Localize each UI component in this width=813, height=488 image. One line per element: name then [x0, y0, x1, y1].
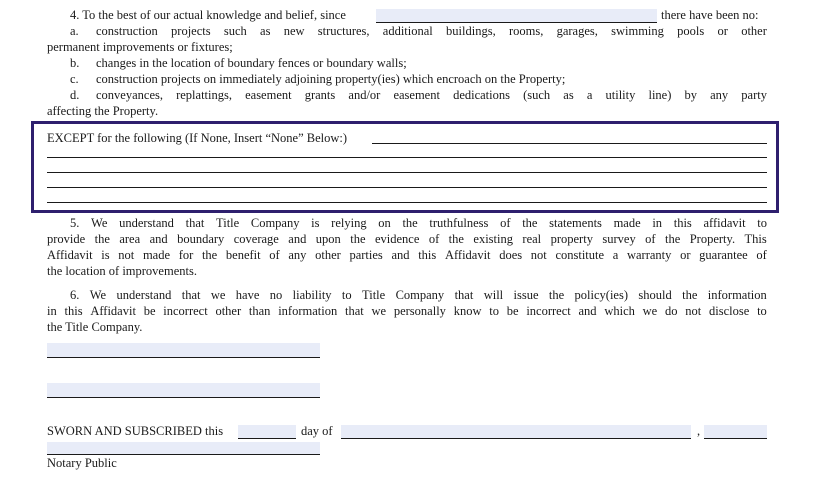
section-5-line-1	[70, 216, 767, 231]
word: to	[341, 288, 352, 302]
word: the	[548, 288, 565, 302]
word: disclose	[709, 304, 750, 318]
item-b-text: changes in the location of boundary fences or boundary walls;	[96, 56, 407, 70]
except-field-line-4[interactable]	[47, 187, 767, 188]
word: Property.	[689, 232, 736, 246]
word: this	[64, 304, 83, 318]
word: or	[680, 248, 691, 262]
word: Affidavit	[444, 248, 491, 262]
word: which	[604, 304, 635, 318]
word: made	[142, 248, 171, 262]
word: provide	[47, 232, 86, 246]
word: we	[371, 304, 387, 318]
signature-field-2[interactable]	[47, 383, 320, 398]
word: that	[185, 216, 205, 230]
word: the	[665, 232, 681, 246]
word: of	[756, 248, 767, 262]
word: the	[350, 232, 366, 246]
word: the	[201, 248, 218, 262]
word: liability	[292, 288, 332, 302]
word: policy(ies)	[574, 288, 629, 302]
section-4-trail: there have been no:	[661, 8, 759, 22]
word: and/or	[348, 88, 381, 102]
word: have	[235, 288, 260, 302]
word: coverage	[233, 232, 279, 246]
section-4-lead: 4. To the best of our actual knowledge and belief, since	[70, 8, 346, 22]
signature-field-1[interactable]	[47, 343, 320, 358]
word: dedications	[453, 88, 510, 102]
word: Title	[362, 288, 386, 302]
section-6-line-3: the Title Company.	[47, 320, 143, 334]
word: personally	[393, 304, 446, 318]
except-field-line-5[interactable]	[47, 202, 767, 203]
word: be	[143, 304, 156, 318]
word: any	[710, 88, 729, 102]
word: We	[89, 288, 107, 302]
word: by	[684, 88, 698, 102]
word: garages,	[556, 24, 598, 38]
word: guarantee	[699, 248, 748, 262]
word: grants	[304, 88, 336, 102]
sworn-label: SWORN AND SUBSCRIBED this	[47, 424, 224, 438]
word: is	[101, 248, 110, 262]
word: other	[741, 24, 767, 38]
word: party	[741, 88, 767, 102]
word: such	[223, 24, 247, 38]
word: does	[499, 248, 523, 262]
word: affidavit	[703, 216, 746, 230]
since-date-field[interactable]	[376, 9, 657, 23]
word: existing	[473, 232, 513, 246]
item-d-marker: d.	[70, 88, 80, 102]
word: survey	[602, 232, 636, 246]
word: in	[47, 304, 57, 318]
word: no	[269, 288, 283, 302]
section-6-line-1	[70, 288, 767, 303]
word: parties	[349, 248, 383, 262]
sworn-day-field[interactable]	[238, 425, 296, 439]
item-c-text: construction projects on immediately adjoining property(ies) which encroach on the Property;	[96, 72, 566, 86]
word: new	[283, 24, 305, 38]
word: and	[391, 248, 410, 262]
word: be	[506, 304, 519, 318]
item-d-line-2: affecting the Property.	[47, 104, 159, 118]
section-5-line-2	[47, 232, 767, 247]
word: made	[613, 216, 641, 230]
word: or	[717, 24, 728, 38]
word: conveyances,	[96, 88, 163, 102]
word: to	[489, 304, 499, 318]
word: This	[744, 232, 767, 246]
word: incorrect	[163, 304, 208, 318]
word: projects	[171, 24, 211, 38]
word: buildings,	[446, 24, 496, 38]
word: replattings,	[176, 88, 232, 102]
word: not	[685, 304, 702, 318]
word: and	[288, 232, 307, 246]
word: the	[682, 288, 698, 302]
word: benefit	[225, 248, 261, 262]
word: truthfulness	[429, 216, 489, 230]
word: a	[612, 248, 619, 262]
item-a-line-1	[96, 24, 767, 39]
word: warranty	[626, 248, 672, 262]
notary-signature-field[interactable]	[47, 442, 320, 455]
word: to	[757, 216, 767, 230]
day-of-label: day of	[301, 424, 333, 438]
word: as	[563, 88, 574, 102]
word: issue	[513, 288, 539, 302]
item-a-line-2: permanent improvements or fixtures;	[47, 40, 233, 54]
word: on	[378, 216, 391, 230]
word: of	[645, 232, 656, 246]
word: other	[215, 304, 242, 318]
sworn-year-field[interactable]	[704, 425, 767, 439]
word: and	[149, 232, 168, 246]
word: structures,	[317, 24, 370, 38]
word: will	[483, 288, 504, 302]
word: construction	[96, 24, 158, 38]
word: rooms,	[508, 24, 544, 38]
word: any	[288, 248, 307, 262]
section-6-line-2	[47, 304, 767, 319]
word: relying	[331, 216, 367, 230]
word: should	[638, 288, 672, 302]
word: of	[428, 232, 440, 246]
word: information	[278, 304, 338, 318]
word: the	[448, 232, 464, 246]
word: we	[642, 304, 658, 318]
word: upon	[315, 232, 341, 246]
item-a-marker: a.	[70, 24, 79, 38]
word: Company	[250, 216, 300, 230]
word: that	[344, 304, 364, 318]
word: area	[119, 232, 141, 246]
word: real	[522, 232, 542, 246]
notary-label: Notary Public	[47, 456, 117, 470]
word: than	[248, 304, 271, 318]
word: of	[500, 216, 511, 230]
word: the	[402, 216, 418, 230]
word: that	[454, 288, 474, 302]
word: (such	[523, 88, 551, 102]
word: of	[269, 248, 280, 262]
section-5-line-3	[47, 248, 767, 263]
section-5-line-4: the location of improvements.	[47, 264, 197, 278]
word: information	[707, 288, 767, 302]
word: 5.	[70, 216, 80, 230]
word: Company	[395, 288, 445, 302]
word: the	[94, 232, 110, 246]
word: incorrect	[526, 304, 571, 318]
word: We	[91, 216, 108, 230]
word: and	[578, 304, 597, 318]
word: understand	[119, 216, 174, 230]
word: to	[757, 304, 767, 318]
word: additional	[382, 24, 433, 38]
word: we	[210, 288, 226, 302]
except-field-line-3[interactable]	[47, 172, 767, 173]
word: Affidavit	[47, 248, 93, 262]
word: Affidavit	[90, 304, 136, 318]
word: in	[652, 216, 663, 230]
item-c-marker: c.	[70, 72, 79, 86]
word: line)	[648, 88, 672, 102]
except-field-line-2[interactable]	[47, 157, 767, 158]
except-label: EXCEPT for the following (If None, Insert “None” Below:)	[47, 131, 348, 145]
word: as	[260, 24, 271, 38]
word: know	[453, 304, 482, 318]
word: understand	[116, 288, 172, 302]
word: swimming	[611, 24, 664, 38]
word: pools	[677, 24, 705, 38]
word: not	[118, 248, 135, 262]
word: the	[522, 216, 538, 230]
sworn-month-field[interactable]	[341, 425, 691, 439]
word: property	[550, 232, 593, 246]
word: constitute	[555, 248, 605, 262]
word: easement	[245, 88, 292, 102]
word: is	[311, 216, 320, 230]
item-d-line-1	[96, 88, 767, 103]
word: evidence	[374, 232, 420, 246]
word: easement	[393, 88, 440, 102]
word: 6.	[70, 288, 80, 302]
word: boundary	[177, 232, 225, 246]
word: Title	[216, 216, 240, 230]
word: a	[586, 88, 593, 102]
word: for	[178, 248, 194, 262]
word: statements	[549, 216, 602, 230]
word: other	[315, 248, 341, 262]
item-b-marker: b.	[70, 56, 80, 70]
sworn-comma: ,	[697, 424, 701, 438]
word: that	[181, 288, 201, 302]
word: this	[418, 248, 437, 262]
word: do	[665, 304, 678, 318]
word: utility	[605, 88, 636, 102]
word: this	[673, 216, 692, 230]
except-field-line-1[interactable]	[372, 143, 767, 144]
word: not	[530, 248, 547, 262]
